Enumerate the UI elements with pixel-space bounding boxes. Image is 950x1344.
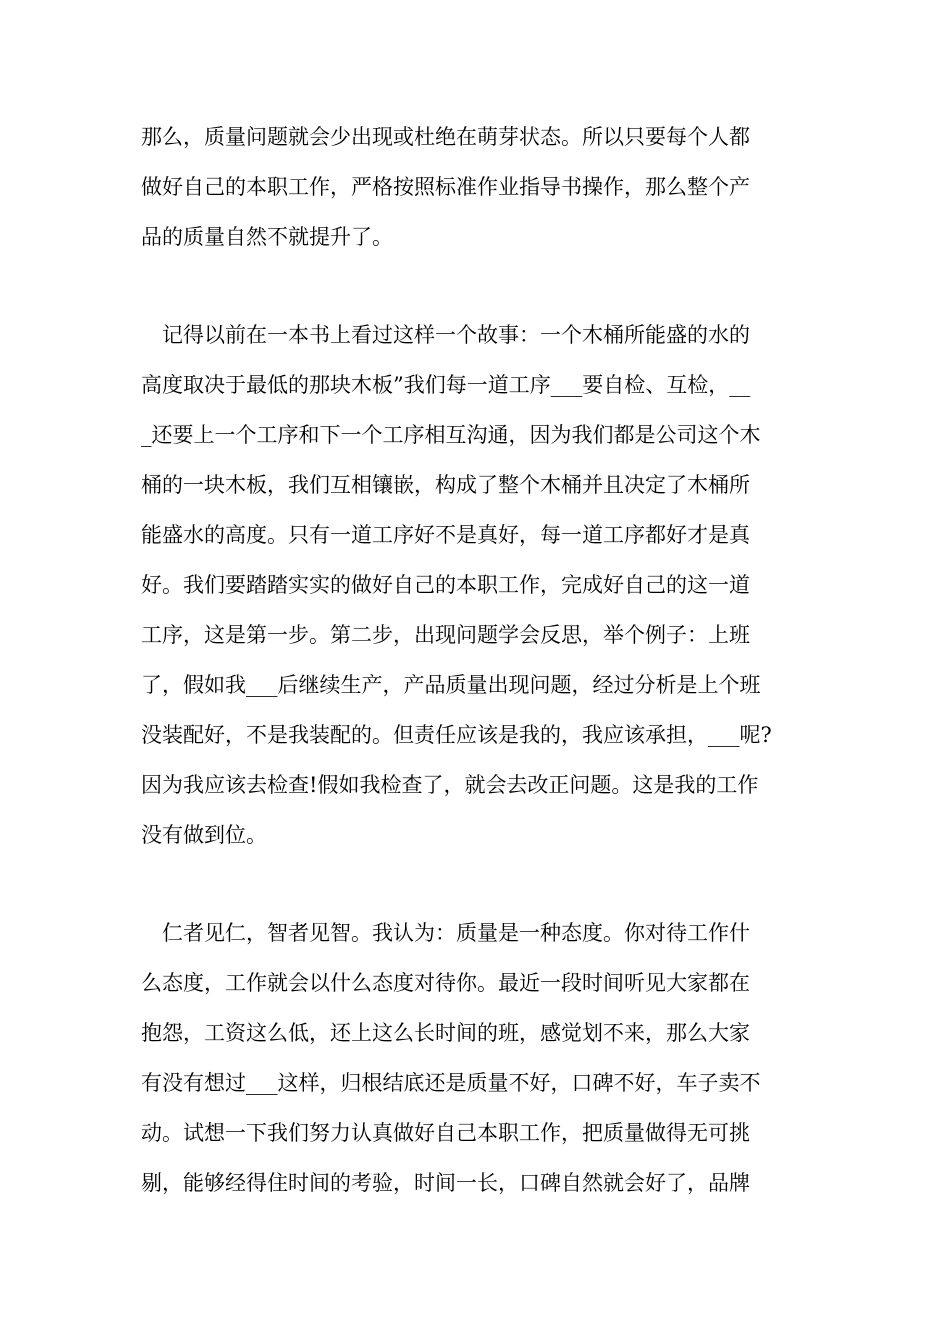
text-line: 记得以前在一本书上看过这样一个故事：一个木桶所能盛的水的 — [141, 323, 750, 347]
text-line: 没装配好，不是我装配的。但责任应该是我的，我应该承担，___呢? — [141, 723, 772, 747]
text-line: 么态度，工作就会以什么态度对待你。最近一段时间听见大家都在 — [141, 971, 750, 995]
text-line: 抱怨，工资这么低，还上这么长时间的班，感觉划不来，那么大家 — [141, 1021, 750, 1045]
text-line: 高度取决于最低的那块木板”我们每一道工序___要自检、互检，__ — [141, 373, 751, 397]
paragraph-3 — [141, 908, 831, 1208]
text-line: 有没有想过___这样，归根结底还是质量不好，口碑不好，车子卖不 — [141, 1071, 761, 1095]
text-line: 品的质量自然不就提升了。 — [141, 225, 393, 249]
text-line: 能盛水的高度。只有一道工序好不是真好，每一道工序都好才是真 — [141, 523, 750, 547]
text-line: 剔，能够经得住时间的考验，时间一长，口碑自然就会好了，品牌 — [141, 1171, 750, 1195]
text-line: 好。我们要踏踏实实的做好自己的本职工作，完成好自己的这一道 — [141, 573, 750, 597]
text-line: _还要上一个工序和下一个工序相互沟通，因为我们都是公司这个木 — [141, 423, 761, 447]
paragraph-2 — [141, 310, 831, 860]
text-line: 因为我应该去检查!假如我检查了，就会去改正问题。这是我的工作 — [141, 773, 759, 797]
text-line: 没有做到位。 — [141, 823, 267, 847]
text-line: 桶的一块木板，我们互相镶嵌，构成了整个木桶并且决定了木桶所 — [141, 473, 750, 497]
text-line: 仁者见仁，智者见智。我认为：质量是一种态度。你对待工作什 — [141, 921, 750, 945]
paragraph-1 — [141, 112, 831, 262]
text-line: 做好自己的本职工作，严格按照标准作业指导书操作，那么整个产 — [141, 175, 750, 199]
text-line: 了，假如我___后继续生产，产品质量出现问题，经过分析是上个班 — [141, 673, 761, 697]
text-line: 动。试想一下我们努力认真做好自己本职工作，把质量做得无可挑 — [141, 1121, 750, 1145]
text-line: 那么，质量问题就会少出现或杜绝在萌芽状态。所以只要每个人都 — [141, 125, 750, 149]
text-line: 工序，这是第一步。第二步，出现问题学会反思，举个例子：上班 — [141, 623, 750, 647]
